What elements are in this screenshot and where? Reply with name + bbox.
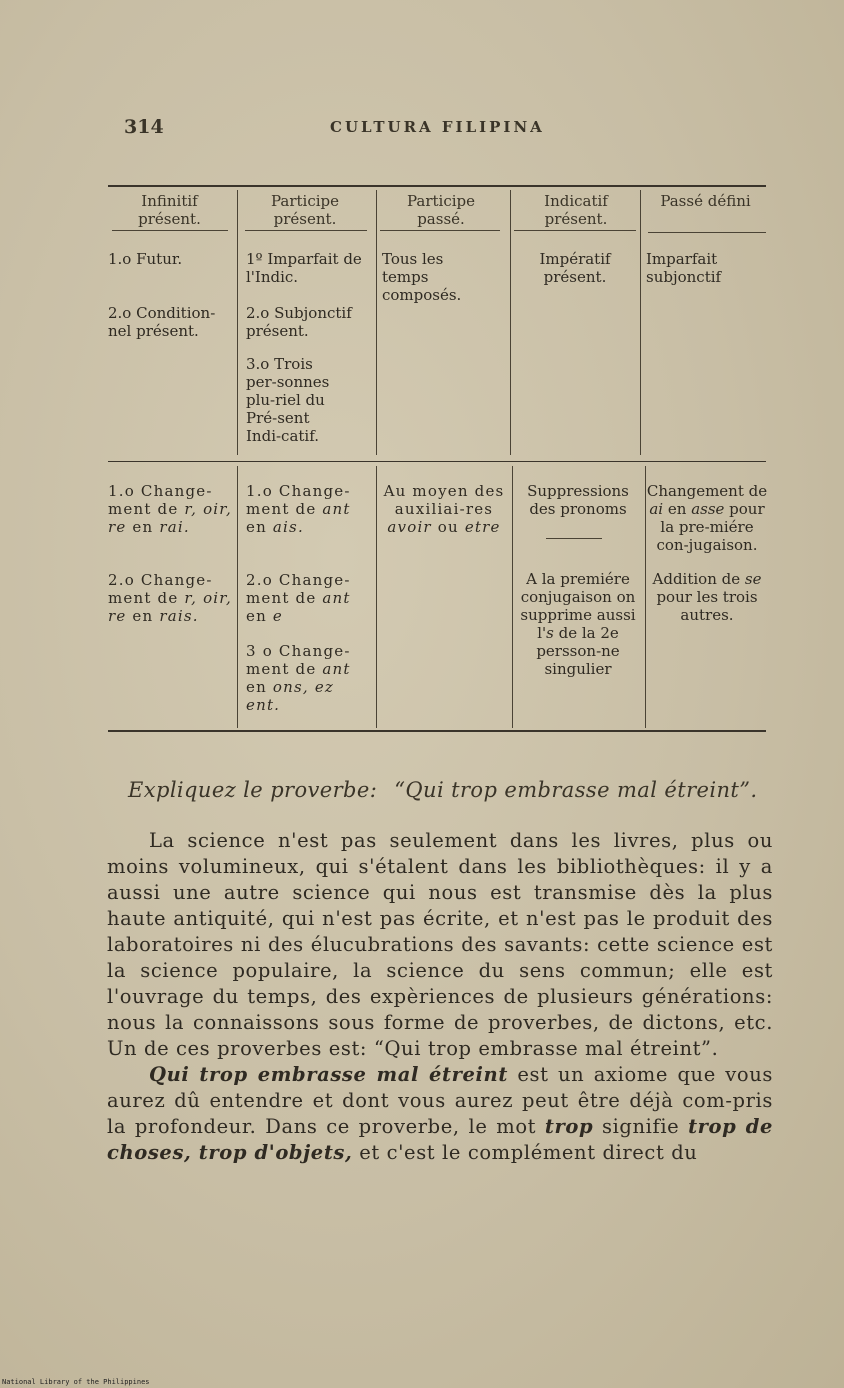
cell-suppressions: Suppressions des pronoms [527,482,629,518]
paragraph-1: La science n'est pas seulement dans les livres, plus ou moins volumineux, qui s'étalent dans les bibliothèques: il y a aussi une autre science qui nous est transmise dès la plus haute antiquité, qui n'est pas écrite, et n'est pas le produit des laboratoires ni des élucubrations des savants: cette science est la science populaire, la science du sens commun; elle est l'ouvrage du temps, des expèriences de plusieurs générations: nous la connaissons sous forme de proverbes, de dictons, etc. Un de ces proverbes est: “Qui trop embrasse mal étreint”. [107,829,773,1060]
header-underline [112,230,228,231]
cell-changement-ais: 1.o Change-ment de ant en ais. [246,482,351,536]
running-title: CULTURA FILIPINA [330,118,545,136]
header-infinitif: Infinitif présent. [138,192,201,228]
cell-conditionnel: 2.o Condition-nel présent. [108,304,216,340]
cell-trois-personnes: 3.o Trois per-sonnes plu-riel du Pré-sent Indi-catif. [246,355,330,445]
column-divider [237,190,238,455]
column-divider [640,190,641,455]
column-divider [512,466,513,728]
proverb-heading [128,778,788,802]
proverb-heading-quote: “Qui trop embrasse mal étreint”. [394,778,758,802]
cell-imperatif: Impératif présent. [539,250,611,286]
cell-changement-ai-asse: Changement de ai en asse pour la pre-miére con-jugaison. [646,482,768,554]
library-footer: National Library of the Philippines [2,1378,150,1386]
proverb-heading-label: Expliquez le proverbe: [128,778,378,802]
header-indicatif-present: Indicatif présent. [544,192,608,228]
column-divider [376,190,377,455]
page-number: 314 [124,116,164,138]
header-participe-passe: Participe passé. [406,192,476,228]
table-bottom-rule [108,730,766,732]
cell-separator [546,538,602,539]
table-top-rule [108,185,766,187]
cell-changement-e: 2.o Change-ment de ant en e [246,571,351,625]
cell-futur: 1.o Futur. [108,250,183,268]
cell-temps-composes: Tous les temps composés. [382,250,462,304]
paragraph-2: Qui trop embrasse mal étreint est un axiome que vous aurez dû entendre et dont vous aurez peut être déjà com-pris la profondeur. Dans ce proverbe, le mot trop signifie trop de choses, trop d'objets, et c'est le complément direct du [107,1063,774,1164]
cell-changement-rais: 2.o Change-ment de r, oir, re en rais. [108,571,232,625]
column-divider [237,466,238,728]
cell-imparfait-indic: 1º Imparfait de l'Indic. [246,250,362,286]
column-divider [376,466,377,728]
cell-premiere-conjugaison: A la premiére conjugaison on supprime aussi l's de la 2e persson-ne singulier [520,570,636,678]
cell-subjonctif-present: 2.o Subjonctif présent. [246,304,352,340]
column-divider [510,190,511,455]
cell-changement-ons: 3 o Change-ment de ant en ons, ez ent. [246,642,351,714]
body-text [107,828,773,1166]
header-underline [648,232,766,233]
header-underline [380,230,500,231]
table-middle-rule [108,461,766,462]
cell-changement-rai: 1.o Change-ment de r, oir, re en rai. [108,482,232,536]
header-participe-present: Participe présent. [270,192,340,228]
page-header [0,116,844,140]
header-passe-defini: Passé défini [660,192,751,210]
header-underline [514,230,636,231]
header-underline [245,230,367,231]
cell-auxiliaires: Au moyen des auxiliai-res avoir ou etre [383,482,505,536]
cell-addition-se: Addition de se pour les trois autres. [652,570,762,624]
cell-imparfait-subjonctif: Imparfait subjonctif [646,250,722,286]
